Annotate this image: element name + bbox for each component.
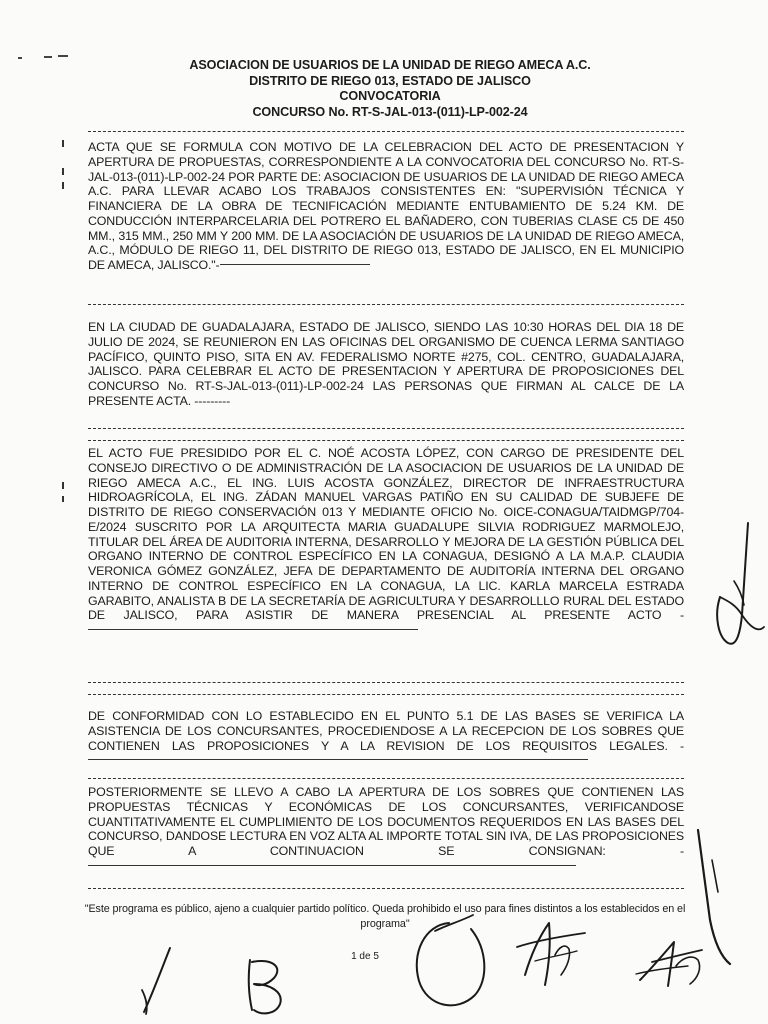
- fill-line: [88, 865, 576, 866]
- paragraph-conformidad: [88, 709, 684, 768]
- paragraph-acta-text: ACTA QUE SE FORMULA CON MOTIVO DE LA CELEBRACION DEL ACTO DE PRESENTACION Y APERTURA DE PROPUESTAS, CORRESPONDIENTE A LA CONVOCATORIA DEL CONCURSO No. RT-S-JAL-013-(011)-LP-002-24 POR PARTE DE: ASOCIACION DE USUARIOS DE LA UNIDAD DE RIEGO AMECA A.C. PARA LLEVAR ACABO LOS TRABAJOS CONSISTENTES EN: "SUPERVISIÓN TÉCNICA Y FINANCIERA DE LA OBRA DE TECNIFICACIÓN MEDIANTE ENTUBAMIENTO DE 5.24 KM. DE CONDUCCIÓN INTERPARCELARIA DEL POTRERO EL BAÑADERO, CON TUBERIAS CLASE C5 DE 450 MM., 315 MM., 250 MM Y 200 MM. DE LA ASOCIACIÓN DE USUARIOS DE LA UNIDAD DE RIEGO AMECA, A.C., MÓDULO DE RIEGO 11, DEL DISTRITO DE RIEGO 013, ESTADO DE JALISCO, EN EL MUNICIPIO DE AMECA, JALISCO."-: [88, 140, 684, 272]
- paragraph-apertura: [88, 785, 684, 874]
- margin-mark: [62, 168, 64, 175]
- dashed-separator: [88, 682, 684, 683]
- paragraph-reunion: [88, 320, 684, 409]
- margin-mark: [62, 140, 64, 147]
- signature-5: [628, 930, 718, 1000]
- paragraph-reunion-text: EN LA CIUDAD DE GUADALAJARA, ESTADO DE JALISCO, SIENDO LAS 10:30 HORAS DEL DIA 18 DE JULIO DE 2024, SE REUNIERON EN LAS OFICINAS DEL ORGANISMO DE CUENCA LERMA SANTIAGO PACÍFICO, QUINTO PISO, SITA EN AV. FEDERALISMO NORTE #275, COL. CENTRO, GUADALAJARA, JALISCO. PARA CELEBRAR EL ACTO DE PRESENTACION Y APERTURA DE PROPOSICIONES DEL CONCURSO No. RT-S-JAL-013-(011)-LP-002-24 LAS PERSONAS QUE FIRMAN AL CALCE DE LA PRESENTE ACTA. ---------: [88, 320, 684, 408]
- dashed-separator: [88, 694, 684, 695]
- paragraph-conformidad-text: DE CONFORMIDAD CON LO ESTABLECIDO EN EL PUNTO 5.1 DE LAS BASES SE VERIFICA LA ASISTENCIA DE LOS CONCURSANTES, PROCEDIENDOSE A LA RECEPCION DE LOS SOBRES QUE CONTIENEN LAS PROPOSICIONES Y A LA REVISION DE LOS REQUISITOS LEGALES. -: [88, 709, 684, 753]
- fill-line: [220, 264, 370, 265]
- scan-speck: [44, 56, 52, 58]
- fill-line: [88, 759, 588, 760]
- page-number: 1 de 5: [351, 951, 379, 962]
- paragraph-presidido: [88, 446, 684, 638]
- footer-legal-note: "Este programa es público, ajeno a cualquier partido político. Queda prohibido el uso para fines distintos a los establecidos en el programa": [84, 903, 686, 930]
- scan-speck: [18, 57, 22, 59]
- scan-speck: [58, 55, 68, 57]
- margin-mark: [62, 496, 64, 502]
- signature-3: [405, 905, 495, 1020]
- margin-mark: [62, 182, 64, 189]
- signature-4: [505, 915, 595, 995]
- margin-mark: [62, 482, 64, 489]
- dashed-separator: [88, 131, 684, 132]
- margin-signature-right: [706, 515, 766, 655]
- fill-line: [88, 629, 418, 630]
- header-district: DISTRITO DE RIEGO 013, ESTADO DE JALISCO: [249, 73, 531, 88]
- signature-1: [130, 940, 190, 1020]
- paragraph-acta: [88, 140, 684, 273]
- paragraph-presidido-text: EL ACTO FUE PRESIDIDO POR EL C. NOÉ ACOSTA LÓPEZ, CON CARGO DE PRESIDENTE DEL CONSEJO DIRECTIVO O DE ADMINISTRACIÓN DE LA ASOCIACION DE USUARIOS DE LA UNIDAD DE RIEGO AMECA A.C., EL ING. LUIS ACOSTA GONZÁLEZ, DIRECTOR DE INFRAESTRUCTURA HIDROAGRÍCOLA, EL ING. ZÁDAN MANUEL VARGAS PATIÑO EN SU CALIDAD DE SUBJEFE DE DISTRITO DE RIEGO CONSERVACIÓN 013 Y MEDIANTE OFICIO No. OICE-CONAGUA/TAIDMGP/704-E/2024 SUSCRITO POR LA ARQUITECTA MARIA GUADALUPE SILVIA RODRIGUEZ MARMOLEJO, TITULAR DEL ÁREA DE AUDITORIA INTERNA, DESARROLLO Y MEJORA DE LA GESTIÓN PÚBLICA DEL ORGANO INTERNO DE CONTROL ESPECÍFICO EN LA CONAGUA, DESIGNÓ A LA M.A.P. CLAUDIA VERONICA GÓMEZ GONZÁLEZ, JEFA DE DEPARTAMENTO DE AUDITORÍA INTERNA DEL ORGANO INTERNO DE CONTROL ESPECÍFICO EN LA CONAGUA, LA LIC. KARLA MARCELA ESTRADA GARABITO, ANALISTA B DE LA SECRETARÍA DE AGRICULTURA Y DESARROLLLO RURAL DEL ESTADO DE JALISCO, PARA ASISTIR DE MANERA PRESENCIAL AL PRESENTE ACTO -: [88, 446, 684, 623]
- dashed-separator: [88, 428, 684, 429]
- signature-2: [240, 952, 310, 1022]
- dashed-separator: [88, 304, 684, 305]
- dashed-separator: [88, 778, 684, 779]
- dashed-separator: [88, 888, 684, 889]
- header-convocatoria: CONVOCATORIA: [339, 89, 441, 103]
- header-concurso-number: CONCURSO No. RT-S-JAL-013-(011)-LP-002-24: [252, 104, 528, 119]
- document-header: [100, 58, 680, 120]
- dashed-separator: [88, 440, 684, 441]
- paragraph-apertura-text: POSTERIORMENTE SE LLEVO A CABO LA APERTURA DE LOS SOBRES QUE CONTIENEN LAS PROPUESTAS TÉCNICAS Y ECONÓMICAS DE LOS CONCURSANTES, VERIFICANDOSE CUANTITATIVAMENTE EL CUMPLIMIENTO DE LOS DOCUMENTOS REQUERIDOS EN LAS BASES DEL CONCURSO, DANDOSE LECTURA EN VOZ ALTA AL IMPORTE TOTAL SIN IVA, DE LAS PROPOSICIONES QUE A CONTINUACION SE CONSIGNAN: -: [88, 785, 684, 858]
- header-organization: ASOCIACION DE USUARIOS DE LA UNIDAD DE RIEGO AMECA A.C.: [189, 58, 591, 72]
